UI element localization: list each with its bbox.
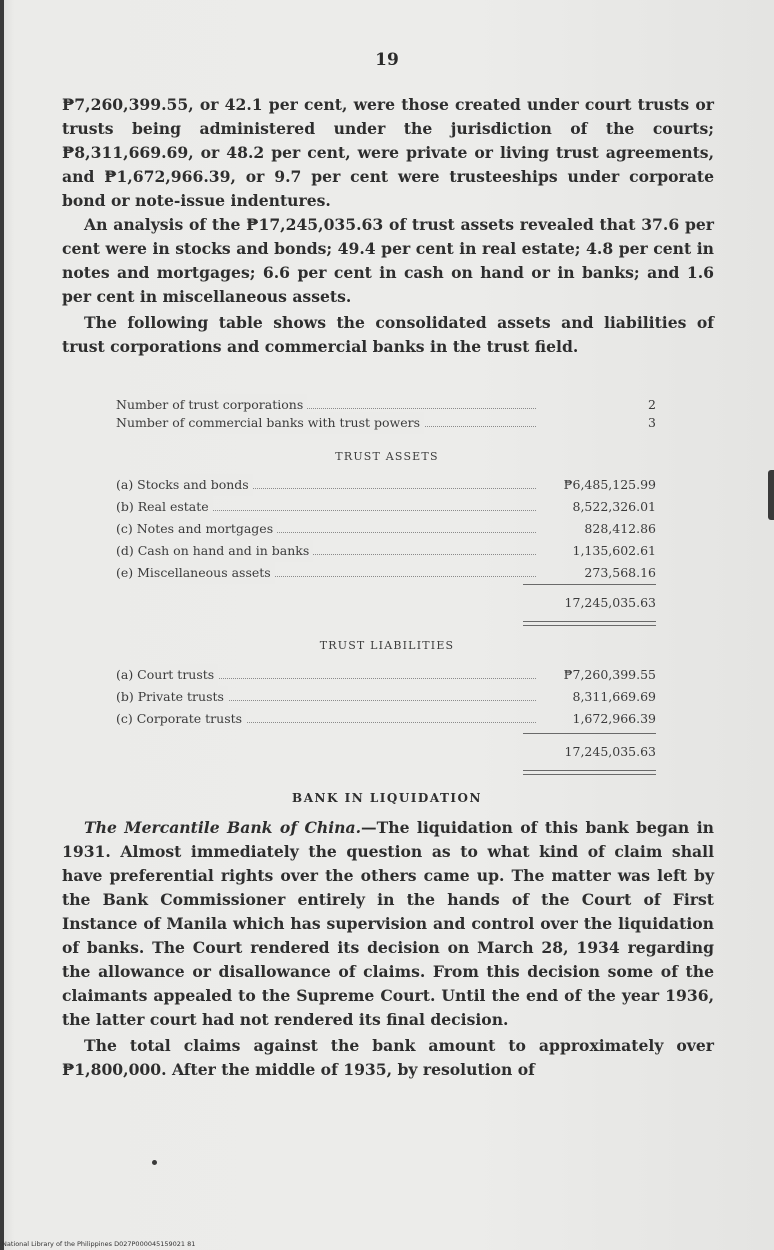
paragraph-1-block (62, 93, 714, 359)
ink-speck (152, 1160, 157, 1165)
liability-value: ₱7,260,399.55 (563, 667, 656, 682)
liabilities-table (116, 664, 656, 730)
liability-row (116, 686, 656, 708)
asset-row (116, 496, 656, 518)
total-rule (523, 584, 656, 585)
asset-label: (e) Miscellaneous assets (116, 562, 275, 584)
total-rule (523, 733, 656, 734)
double-rule (523, 770, 656, 771)
asset-row (116, 540, 656, 562)
asset-value: 828,412.86 (584, 521, 656, 536)
double-rule (523, 774, 656, 775)
counts-table (116, 394, 656, 434)
asset-label: (a) Stocks and bonds (116, 474, 253, 496)
assets-table (116, 474, 656, 584)
liability-label: (b) Private trusts (116, 686, 228, 708)
liabilities-caption: TRUST LIABILITIES (319, 639, 455, 652)
section-heading: BANK IN LIQUIDATION (292, 791, 482, 805)
asset-label: (d) Cash on hand and in banks (116, 540, 313, 562)
count-value: 3 (648, 415, 656, 430)
paragraph-1: ₱7,260,399.55, or 42.1 per cent, were those created under court trusts or trusts being administered under the jurisdiction of the courts; ₱8,311,669.69, or 48.2 per cent, were private or living trust agreements, and ₱1,672,966.39, or 9.7 per cent were trusteeships under corporate bond or note-issue indentures. (62, 95, 714, 210)
asset-row (116, 518, 656, 540)
footer-caption: National Library of the Philippines D027P000045159021 81 (2, 1240, 196, 1248)
asset-value: ₱6,485,125.99 (563, 477, 656, 492)
liabilities-total: 17,245,035.63 (564, 744, 656, 759)
asset-value: 1,135,602.61 (572, 543, 656, 558)
scan-edge (0, 0, 4, 1250)
liability-label: (a) Court trusts (116, 664, 218, 686)
asset-row (116, 474, 656, 496)
bank-name: The Mercantile Bank of China. (84, 818, 362, 837)
asset-row (116, 562, 656, 584)
assets-total: 17,245,035.63 (564, 595, 656, 610)
liability-value: 8,311,669.69 (572, 689, 656, 704)
assets-caption: TRUST ASSETS (335, 450, 439, 463)
count-value: 2 (648, 397, 656, 412)
paragraph-3: The following table shows the consolidated assets and liabilities of trust corporations and commercial banks in the trust field. (62, 313, 714, 356)
asset-value: 273,568.16 (584, 565, 656, 580)
liability-row (116, 708, 656, 730)
count-row (116, 412, 656, 434)
paragraph-5: The total claims against the bank amount to approximately over ₱1,800,000. After the middle of 1935, by resolution of (62, 1036, 714, 1079)
double-rule (523, 621, 656, 622)
scan-mark (768, 470, 774, 520)
page-number: 19 (375, 50, 399, 70)
asset-value: 8,522,326.01 (572, 499, 656, 514)
liability-label: (c) Corporate trusts (116, 708, 246, 730)
paragraph-2: An analysis of the ₱17,245,035.63 of trust assets revealed that 37.6 per cent were in stocks and bonds; 49.4 per cent in real estate; 4.8 per cent in notes and mortgages; 6.6 per cent in cash on hand or in banks; and 1.6 per cent in miscellaneous assets. (62, 215, 714, 306)
liability-row (116, 664, 656, 686)
count-label: Number of trust corporations (116, 394, 307, 416)
double-rule (523, 625, 656, 626)
liability-value: 1,672,966.39 (572, 711, 656, 726)
paragraph-4-block (62, 816, 714, 1082)
paragraph-4 (62, 816, 714, 1032)
asset-label: (c) Notes and mortgages (116, 518, 277, 540)
asset-label: (b) Real estate (116, 496, 213, 518)
count-label: Number of commercial banks with trust powers (116, 412, 424, 434)
paragraph-4-text: —The liquidation of this bank began in 1931. Almost immediately the question as to what kind of claim shall have preferential rights over the others came up. The matter was left by the Bank Commissioner entirely in the hands of the Court of First Instance of Manila which has supervision and control over the liquidation of banks. The Court rendered its decision on March 28, 1934 regarding the allowance or disallowance of claims. From this decision some of the claimants appealed to the Supreme Court. Until the end of the year 1936, the latter court had not rendered its final decision. (62, 818, 714, 1029)
